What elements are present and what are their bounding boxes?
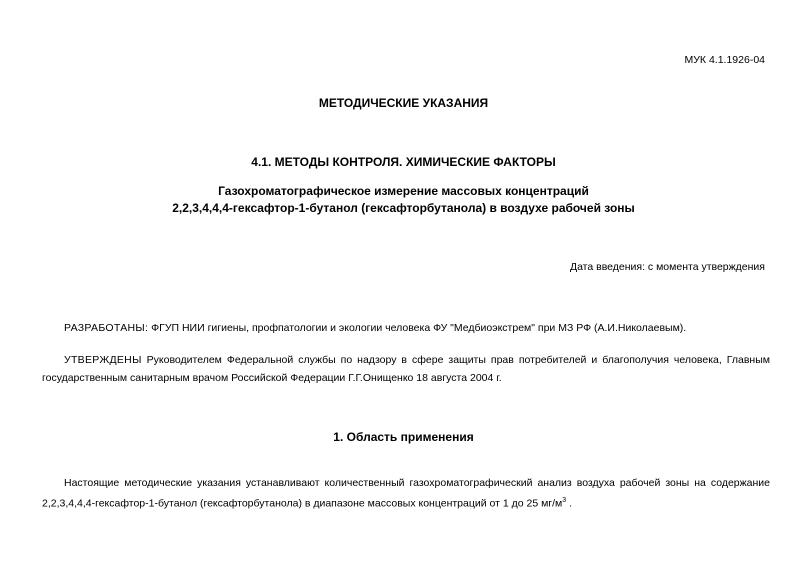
developed-by-label: РАЗРАБОТАНЫ: <box>64 322 149 334</box>
scope-paragraph <box>42 474 770 513</box>
document-type-heading: МЕТОДИЧЕСКИЕ УКАЗАНИЯ <box>318 96 489 110</box>
document-title <box>0 183 807 217</box>
unit-superscript: 3 <box>562 497 567 504</box>
document-title-line-1: Газохроматографическое измерение массовых концентраций <box>218 184 589 198</box>
scope-text: Настоящие методические указания устанавливают количественный газохроматографический анализ воздуха рабочей зоны на содержание 2,2,3,4,4,4-гексафтор-1-бутанол (гексафторбутанола) в диапазоне массовых концентраций от 1 до 25 мг/м <box>42 477 770 510</box>
developed-by-text: ФГУП НИИ гигиены, профпатологии и экологии человека ФУ "Медбиоэкстрем" при МЗ РФ (А.И.Николаевым). <box>151 322 687 334</box>
developed-by-paragraph <box>42 319 770 337</box>
scope-end: . <box>566 497 573 510</box>
document-code: МУК 4.1.1926-04 <box>684 54 765 66</box>
approved-by-paragraph <box>42 351 770 387</box>
document-title-line-2: 2,2,3,4,4,4-гексафтор-1-бутанол (гексафторбутанола) в воздухе рабочей зоны <box>172 201 635 215</box>
approved-by-text: Руководителем Федеральной службы по надзору в сфере защиты прав потребителей и благополучия человека, Главным государственным санитарным врачом Российской Федерации Г.Г.Онищенко 18 августа 2004 г. <box>42 354 770 384</box>
section-heading: 4.1. МЕТОДЫ КОНТРОЛЯ. ХИМИЧЕСКИЕ ФАКТОРЫ <box>251 155 556 169</box>
introduction-date: Дата введения: с момента утверждения <box>569 261 765 273</box>
approved-by-label: УТВЕРЖДЕНЫ <box>64 354 142 366</box>
scope-heading: 1. Область применения <box>333 430 474 444</box>
